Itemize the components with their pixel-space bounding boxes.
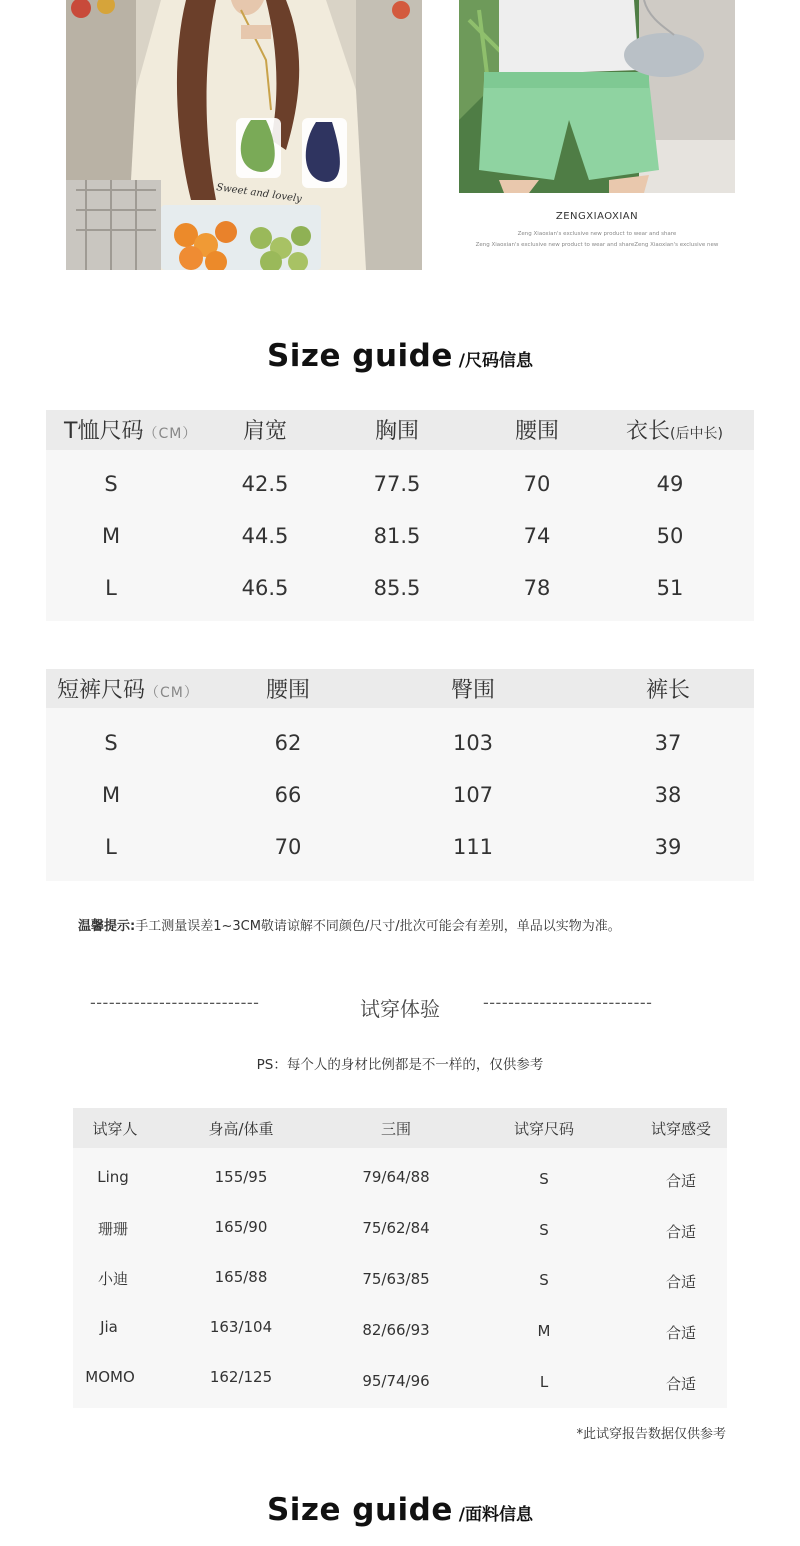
header-height-weight: 身高/体重 [208,1120,274,1138]
measurements-cell: 75/62/84 [362,1219,430,1237]
hip-cell: 103 [452,731,494,755]
header-size-label: 短裤尺码 [57,678,146,703]
brand-name: ZENGXIAOXIAN [555,211,639,222]
header-measurements: 三围 [380,1120,411,1138]
note-text: 手工测量误差1~3CM敬请谅解不同颜色/尺寸/批次可能会有差别，单品以实物为准。 [135,919,621,934]
shoulder-cell: 42.5 [241,472,289,496]
length-cell: 50 [656,524,684,548]
length-cell: 51 [656,576,684,600]
chest-cell: 81.5 [373,524,421,548]
hip-cell: 107 [452,783,494,807]
person-cell: Ling [97,1168,129,1186]
size-cell: L [105,576,117,600]
product-photo-shorts [459,0,735,193]
measurements-cell: 75/63/85 [362,1270,430,1288]
size-cell: L [105,835,117,859]
product-photo-tshirt [66,0,422,270]
tshirt-photo-illustration [66,0,422,270]
height-weight-cell: 163/104 [209,1318,273,1336]
length-cell: 49 [656,472,684,496]
waist-cell: 74 [523,524,551,548]
waist-cell: 70 [523,472,551,496]
tryout-title: 试穿体验 [360,997,440,1021]
brand-tagline-1: Zeng Xiaoxian's exclusive new product to wear and share [517,231,677,237]
feel-cell: 合适 [665,1273,696,1291]
feel-cell: 合适 [665,1172,696,1190]
header-hip: 臀围 [450,678,495,703]
length-cell: 37 [654,731,682,755]
header-chest: 胸围 [374,419,419,444]
feel-cell: 合适 [665,1375,696,1393]
shirt-print-text: Sweet and lovely [215,182,303,205]
header-person: 试穿人 [92,1120,138,1138]
fabric-guide-title: Size guide [266,1492,453,1528]
feel-cell: 合适 [665,1223,696,1241]
header-length: 裤长 [645,678,690,703]
waist-cell: 78 [523,576,551,600]
tshirt-size-table [46,410,754,621]
size-guide-subtitle: /尺码信息 [452,351,534,371]
size-cell: M [101,524,121,548]
measurement-note [78,915,621,934]
size-cell: S [104,731,118,755]
shorts-size-table [46,669,754,881]
height-weight-cell: 162/125 [209,1368,273,1386]
header-length [626,414,723,445]
measurements-cell: 95/74/96 [362,1372,430,1390]
feel-cell: 合适 [665,1324,696,1342]
tryout-heading [0,993,800,1023]
brand-tagline-2: Zeng Xiaoxian's exclusive new product to wear and shareZeng Xiaoxian's exclusive new [475,242,719,248]
shoulder-cell: 44.5 [241,524,289,548]
header-size [57,673,199,704]
divider-right: --------------------------- [483,993,653,1012]
chest-cell: 85.5 [373,576,421,600]
height-weight-cell: 155/95 [214,1168,268,1186]
note-label: 温馨提示: [78,919,136,934]
measurements-cell: 79/64/88 [362,1168,430,1186]
size-cell: S [104,472,118,496]
header-unit: （CM） [145,685,199,701]
shorts-photo-illustration [459,0,735,193]
tryout-disclaimer: PS：每个人的身材比例都是不一样的，仅供参考 [256,1057,544,1073]
tryout-table [73,1108,727,1408]
person-cell: Jia [100,1318,118,1336]
size-guide-heading [0,338,800,374]
tried-size-cell: M [537,1322,551,1340]
waist-cell: 66 [274,783,302,807]
chest-cell: 77.5 [373,472,421,496]
shoulder-cell: 46.5 [241,576,289,600]
person-cell: 珊珊 [97,1220,128,1238]
length-cell: 39 [654,835,682,859]
header-shoulder: 肩宽 [242,419,287,444]
waist-cell: 62 [274,731,302,755]
header-unit: （CM） [143,426,198,442]
header-size [64,414,197,445]
header-size-label: T恤尺码 [64,419,144,444]
height-weight-cell: 165/88 [214,1268,268,1286]
header-waist: 腰围 [514,419,559,444]
size-guide-title: Size guide [266,338,453,374]
tried-size-cell: S [539,1221,549,1239]
header-feel: 试穿感受 [650,1120,711,1138]
header-tried-size: 试穿尺码 [513,1120,574,1138]
height-weight-cell: 165/90 [214,1218,268,1236]
measurements-cell: 82/66/93 [362,1321,430,1339]
tried-size-cell: S [539,1170,549,1188]
waist-cell: 70 [274,835,302,859]
fabric-info-heading [0,1492,800,1528]
size-cell: M [101,783,121,807]
person-cell: 小迪 [97,1270,128,1288]
length-cell: 38 [654,783,682,807]
header-length-note: (后中长) [670,426,723,442]
divider-left: --------------------------- [90,993,260,1012]
tried-size-cell: L [539,1373,549,1391]
tryout-footnote: *此试穿报告数据仅供参考 [576,1427,726,1442]
fabric-guide-subtitle: /面料信息 [452,1505,534,1525]
header-length-label: 衣长 [626,419,671,444]
table-header [73,1108,727,1148]
person-cell: MOMO [85,1368,135,1386]
hip-cell: 111 [452,835,494,859]
header-waist: 腰围 [265,678,310,703]
tried-size-cell: S [539,1271,549,1289]
